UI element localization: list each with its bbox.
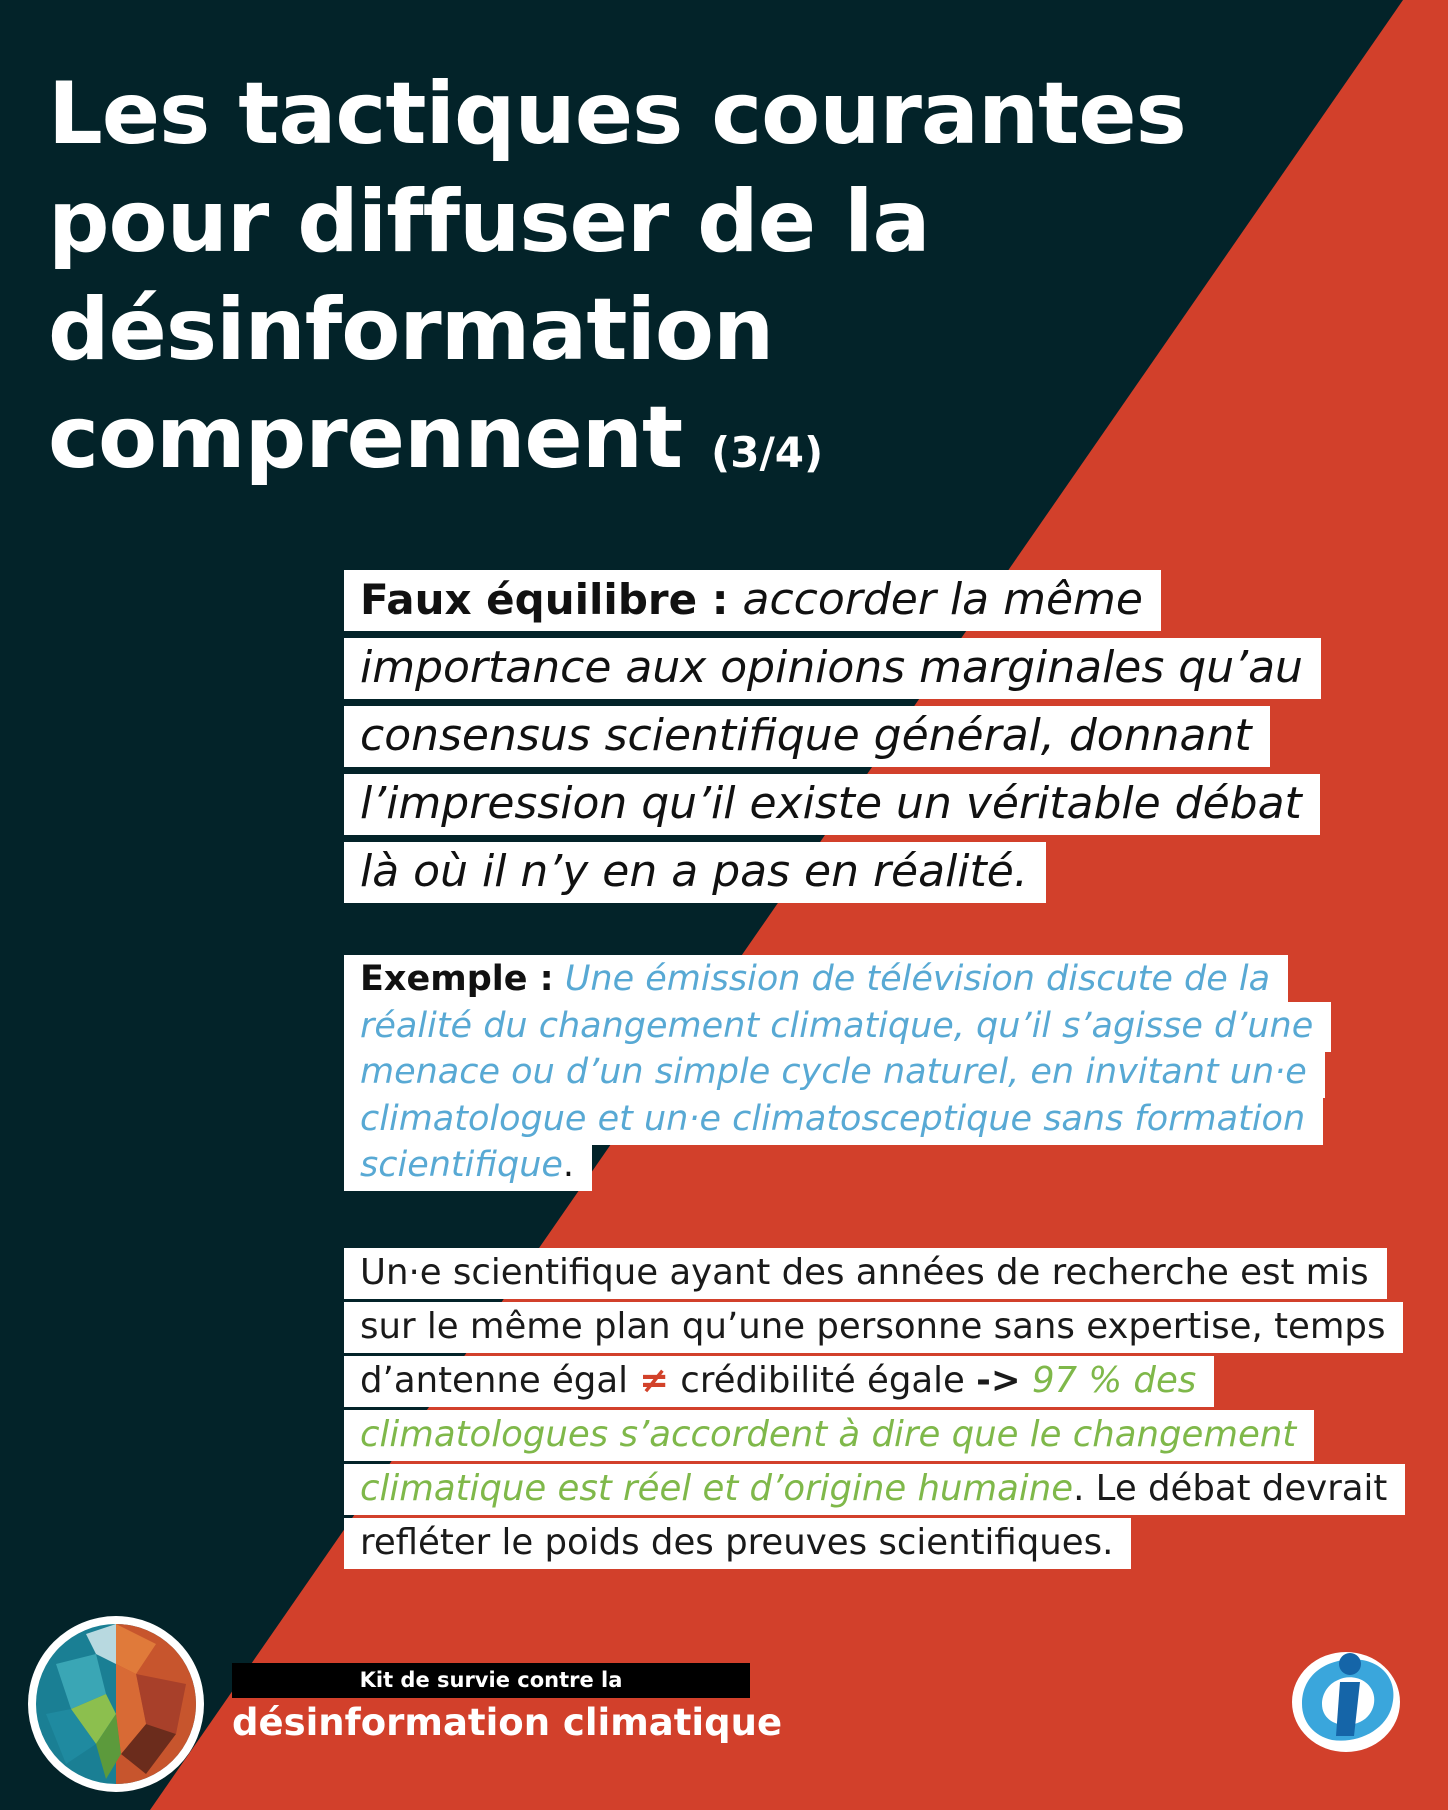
part-indicator: (3/4) bbox=[711, 428, 824, 477]
kit-title: désinformation climatique bbox=[232, 1701, 783, 1744]
explanation-part3: . Le débat devrait refléter le poids des preuves scientifiques. bbox=[360, 1468, 1388, 1563]
definition-term: Faux équilibre : bbox=[360, 575, 729, 624]
explanation-part2: crédibilité égale bbox=[680, 1360, 965, 1401]
example-text: Une émission de télévision discute de la réalité du changement climatique, qu’il s’agisse d’une menace ou d’un simple cycle naturel, en invitant un·e climatologue et un·e climatosceptique sans formation scientifique bbox=[360, 959, 1314, 1185]
example-end-punct: . bbox=[562, 1145, 575, 1185]
info-logo-icon bbox=[1288, 1640, 1404, 1756]
explanation-box bbox=[344, 1246, 1404, 1570]
explanation-part1: Un·e scientifique ayant des années de recherche est mis sur le même plan qu’une personne sans expertise, temps d’antenne égal bbox=[360, 1252, 1386, 1401]
definition-box bbox=[344, 566, 1354, 906]
title-text: Les tactiques courantes pour diffuser de la désinformation comprennent bbox=[48, 64, 1186, 488]
example-box bbox=[344, 956, 1344, 1189]
not-equal-symbol: ≠ bbox=[639, 1360, 669, 1401]
example-label: Exemple : bbox=[360, 959, 554, 999]
globe-icon bbox=[26, 1614, 206, 1794]
arrow-symbol: -> bbox=[976, 1360, 1021, 1401]
consensus-highlight: 97 % des climatologues s’accordent à dire que le changement climatique est réel et d’origine humaine bbox=[360, 1360, 1297, 1509]
page-title bbox=[48, 60, 1408, 507]
definition-text: accorder la même importance aux opinions marginales qu’au consensus scientifique général, donnant l’impression qu’il existe un véritable débat là où il n’y en a pas en réalité. bbox=[360, 574, 1303, 897]
kit-subtitle: Kit de survie contre la bbox=[232, 1663, 750, 1698]
